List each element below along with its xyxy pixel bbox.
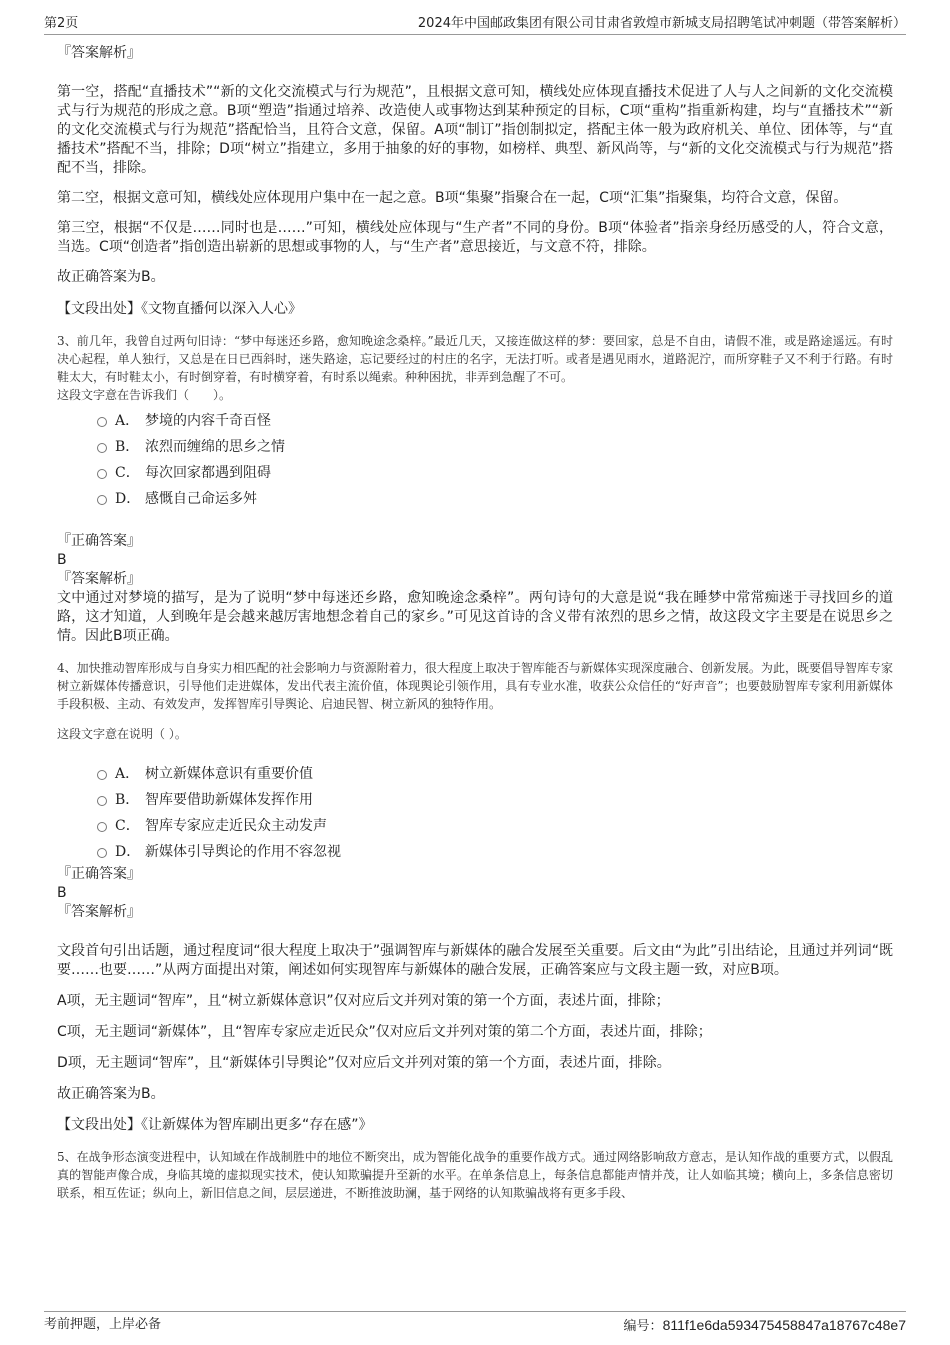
q2-analysis-p2: 第二空，根据文意可知，横线处应体现用户集中在一起之意。B项“集聚”指聚合在一起，C项“汇集”指聚集，均符合文意，保留。	[57, 190, 848, 206]
q4-answer: B	[57, 885, 67, 901]
q4-option-b[interactable]: B． 智库要借助新媒体发挥作用	[97, 787, 893, 813]
radio-icon[interactable]	[97, 822, 107, 832]
q3-analysis: 文中通过对梦境的描写，是为了说明“梦中每迷还乡路，愈知晚途念桑梓”。两句诗句的大意是说“我在睡梦中常常痴迷于寻找回乡的道路，这才知道，人到晚年是会越来越厉害地想念着自己的家乡。”可见这首诗的含义带有浓烈的思乡之情，故这段文字主要是在说思乡之情。因此B项正确。	[57, 590, 893, 644]
radio-icon[interactable]	[97, 443, 107, 453]
q3-answer: B	[57, 552, 67, 568]
q3-prompt: 这段文字意在告诉我们（ ）。	[57, 388, 232, 402]
q4-analysis-p4: D项，无主题词“智库”，且“新媒体引导舆论”仅对应后文并列对策的第一个方面，表述片面，排除。	[57, 1055, 671, 1071]
q3-option-a[interactable]: A． 梦境的内容千奇百怪	[97, 408, 893, 434]
q3-option-b[interactable]: B． 浓烈而缠绵的思乡之情	[97, 434, 893, 460]
q2-source: 【文段出处】《文物直播何以深入人心》	[57, 301, 302, 317]
q3-analysis-label: 『答案解析』	[57, 571, 141, 587]
q2-conclusion: 故正确答案为B。	[57, 269, 165, 285]
q5-stem: 5、在战争形态演变进程中，认知域在作战制胜中的地位不断突出，成为智能化战争的重要作战方式。通过网络影响敌方意志，是认知作战的重要方式，以假乱真的智能声像合成，身临其境的虚拟现实技术，使认知欺骗提升至新的水平。在单条信息上，每条信息都能声情并茂，让人如临其境；横向上，多条信息密切联系，相互佐证；纵向上，新旧信息之间，层层递进，不断推波助澜，基于网络的认知欺骗战将有更多手段、	[57, 1150, 893, 1200]
q2-analysis-p3: 第三空，根据“不仅是……同时也是……”可知，横线处应体现与“生产者”不同的身份。B项“体验者”指亲身经历感受的人，符合文意，当选。C项“创造者”指创造出崭新的思想或事物的人，与“生产者”意思接近，与文意不符，排除。	[57, 220, 893, 255]
radio-icon[interactable]	[97, 469, 107, 479]
serial-value: 811f1e6da593475458847a18767c48e7	[662, 1317, 906, 1333]
page-content	[57, 44, 893, 1202]
document-title: 2024年中国邮政集团有限公司甘肃省敦煌市新城支局招聘笔试冲刺题（带答案解析）	[417, 16, 906, 31]
q4-options	[57, 761, 893, 865]
q4-source: 【文段出处】《让新媒体为智库刷出更多“存在感”》	[57, 1117, 373, 1133]
q2-analysis-p1: 第一空，搭配“直播技术”“新的文化交流模式与行为规范”，且根据文意可知，横线处应体现直播技术促进了人与人之间新的文化交流模式与行为规范的形成之意。B项“塑造”指通过培养、改造使人或事物达到某种预定的目标，C项“重构”指重新构建，均与“直播技术”“新的文化交流模式与行为规范”搭配恰当，且符合文意，保留。A项“制订”指创制拟定，搭配主体一般为政府机关、单位、团体等，与“直播技术”搭配不当，排除；D项“树立”指建立，多用于抽象的好的事物，如榜样、典型、新风尚等，与“新的文化交流模式与行为规范”搭配不当，排除。	[57, 84, 893, 176]
q4-option-c[interactable]: C． 智库专家应走近民众主动发声	[97, 813, 893, 839]
footer-serial	[624, 1315, 906, 1337]
serial-label: 编号：	[623, 1319, 663, 1334]
q3-answer-label: 『正确答案』	[57, 533, 141, 549]
q4-option-d[interactable]: D． 新媒体引导舆论的作用不容忽视	[97, 839, 893, 865]
q4-stem: 4、加快推动智库形成与自身实力相匹配的社会影响力与资源附着力，很大程度上取决于智库能否与新媒体实现深度融合、创新发展。为此，既要倡导智库专家树立新媒体传播意识，引导他们走进媒体，发出代表主流价值，体现舆论引领作用，具有专业水准，收获公众信任的“好声音”；也要鼓励智库专家利用新媒体手段积极、主动、有效发声，发挥智库引导舆论、启迪民智、树立新风的独特作用。	[57, 661, 893, 711]
q4-analysis-label: 『答案解析』	[57, 904, 141, 920]
q4-answer-label: 『正确答案』	[57, 866, 141, 882]
radio-icon[interactable]	[97, 417, 107, 427]
page-header	[44, 10, 906, 35]
q4-option-a[interactable]: A． 树立新媒体意识有重要价值	[97, 761, 893, 787]
radio-icon[interactable]	[97, 770, 107, 780]
q3-option-c[interactable]: C． 每次回家都遇到阻碍	[97, 460, 893, 486]
q4-analysis-p1: 文段首句引出话题，通过程度词“很大程度上取决于”强调智库与新媒体的融合发展至关重要。后文由“为此”引出结论，且通过并列词“既要……也要……”从两方面提出对策，阐述如何实现智库与新媒体的融合发展，正确答案应与文段主题一致，对应B项。	[57, 943, 893, 978]
q4-conclusion: 故正确答案为B。	[57, 1086, 165, 1102]
radio-icon[interactable]	[97, 796, 107, 806]
q3-options	[57, 408, 893, 512]
q4-analysis-p2: A项，无主题词“智库”，且“树立新媒体意识”仅对应后文并列对策的第一个方面，表述片面，排除；	[57, 993, 670, 1009]
footer-slogan: 考前押题，上岸必备	[44, 1317, 162, 1332]
q3-option-d[interactable]: D． 感慨自己命运多舛	[97, 486, 893, 512]
q4-analysis-p3: C项，无主题词“新媒体”，且“智库专家应走近民众”仅对应后文并列对策的第二个方面，表述片面，排除；	[57, 1024, 712, 1040]
q4-prompt: 这段文字意在说明（ ）。	[57, 727, 187, 741]
radio-icon[interactable]	[97, 848, 107, 858]
page-number: 第2页	[44, 16, 79, 31]
q3-stem: 3、前几年，我曾自过两句旧诗：“梦中每迷还乡路，愈知晚途念桑梓。”最近几天，又接连做这样的梦：要回家，总是不自由，请假不准，或是路途遥远。有时决心起程，单人独行，又总是在日已西斜时，迷失路途，忘记要经过的村庄的名字，无法打听。或者是遇见雨水，道路泥泞，而所穿鞋子又不利于行路。有时鞋太大，有时鞋太小，有时倒穿着，有时横穿着，有时系以绳索。种种困扰，非弄到急醒了不可。	[57, 334, 893, 384]
page-footer	[44, 1311, 906, 1338]
q2-analysis-label: 『答案解析』	[57, 45, 141, 61]
radio-icon[interactable]	[97, 495, 107, 505]
